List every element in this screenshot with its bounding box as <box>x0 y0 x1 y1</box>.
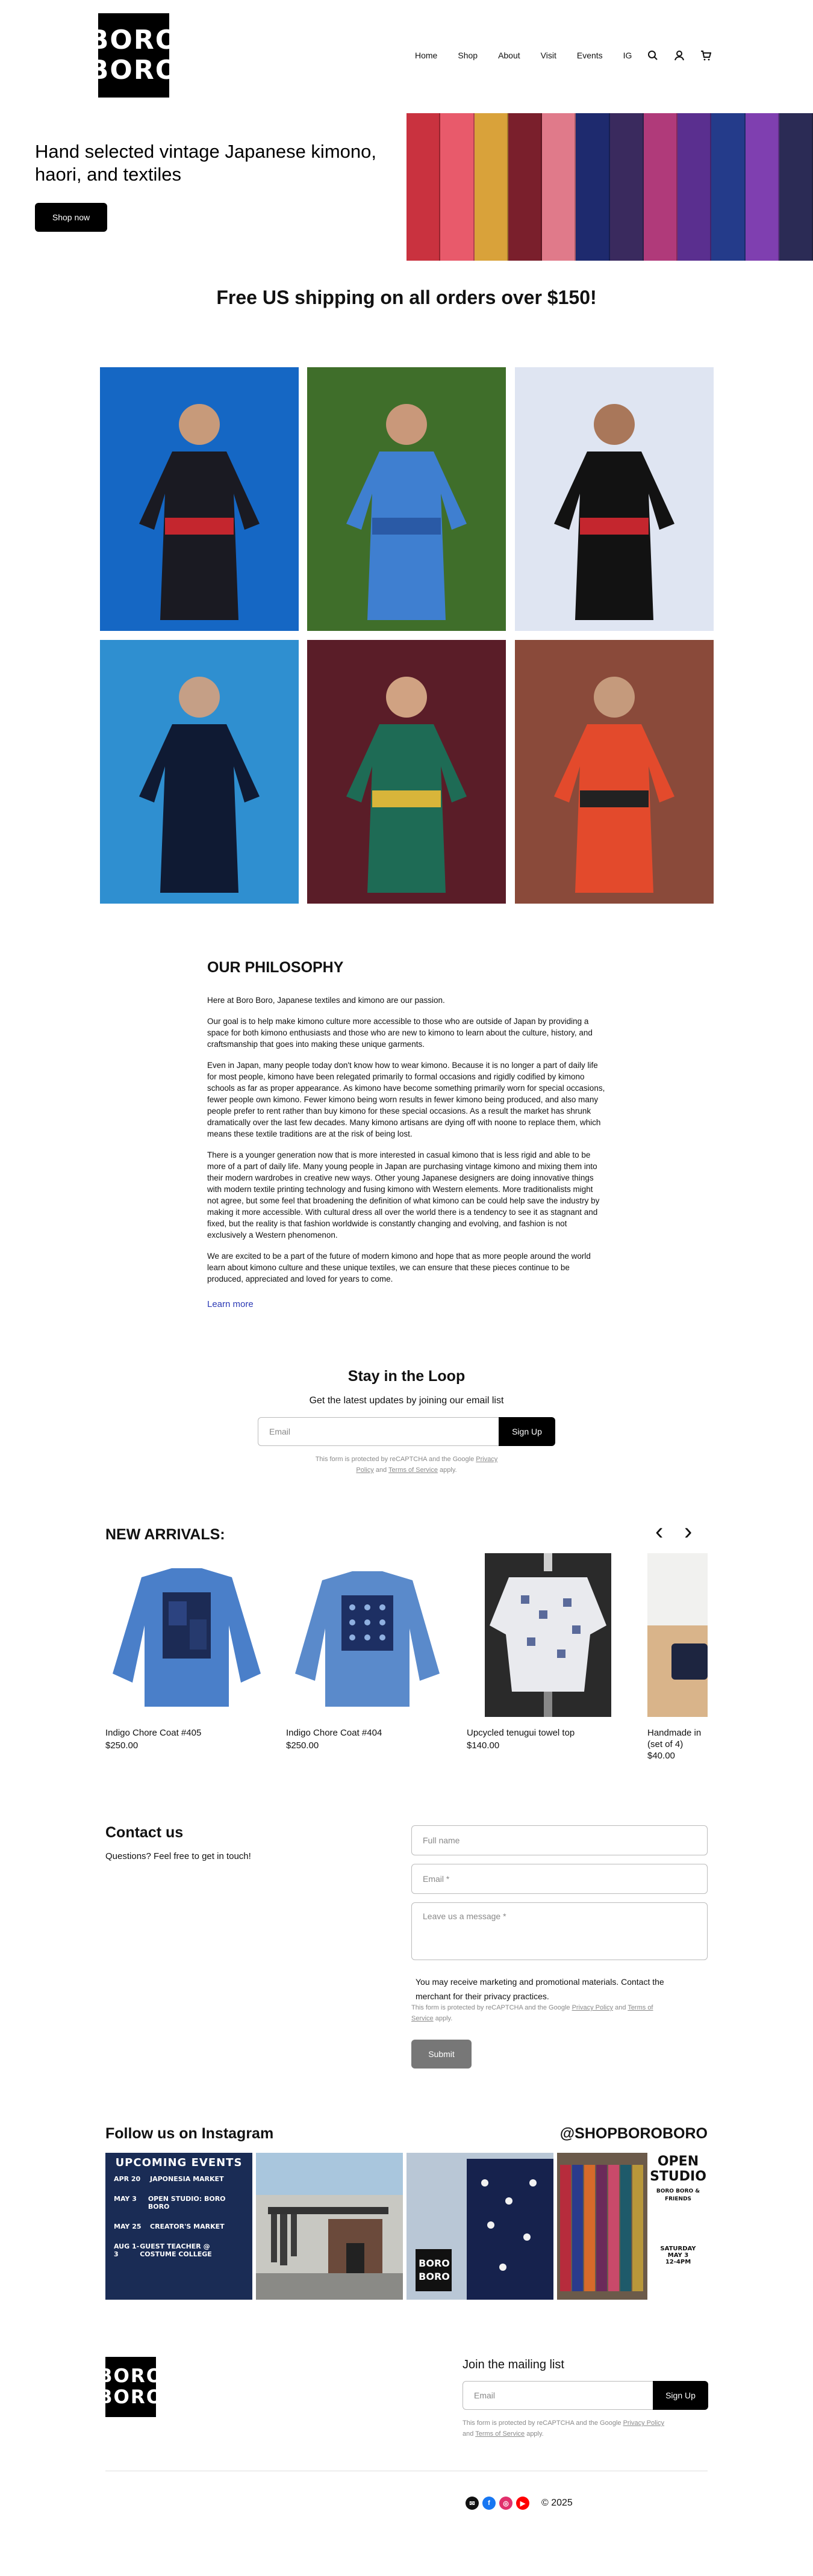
instagram-handle[interactable]: @SHOPBOROBORO <box>559 2125 708 2142</box>
fabric-stripe <box>440 113 474 261</box>
philosophy-paragraph: Here at Boro Boro, Japanese textiles and kimono are our passion. <box>207 996 445 1005</box>
product-image <box>105 1553 268 1717</box>
fabric-stripe <box>678 113 711 261</box>
event-text: OPEN STUDIO: BORO BORO <box>148 2195 226 2211</box>
youtube-icon[interactable]: ▶ <box>516 2497 529 2510</box>
logo-bottom: BORO <box>88 55 179 85</box>
event-text: JAPONESIA MARKET <box>150 2175 224 2183</box>
learn-more-link[interactable]: Learn more <box>207 1299 254 1309</box>
social-links <box>466 2497 573 2510</box>
fabric-stripe <box>644 113 678 261</box>
gallery-photo <box>100 367 299 631</box>
gallery-photo <box>307 367 506 631</box>
product-price: $250.00 <box>105 1740 139 1751</box>
product-price: $140.00 <box>467 1740 500 1751</box>
logo[interactable] <box>88 13 179 98</box>
fabric-stripe <box>711 113 745 261</box>
event-date: MAY 25 <box>114 2223 142 2230</box>
carousel-prev-button[interactable]: ‹ <box>655 1518 664 1545</box>
main-nav <box>394 49 711 61</box>
terms-link[interactable]: Terms of <box>628 2004 653 2011</box>
shop-now-button[interactable]: Shop now <box>35 203 107 232</box>
product-card[interactable] <box>286 1553 449 1751</box>
fabric-stripe <box>542 113 576 261</box>
philosophy-paragraph: We are excited to be a part of the future of modern kimono and hope that as more people around the world learn about kimono culture and these unique textiles, we can ensure that these pieces continue to be produced, appreciated and loved for years to come. <box>207 1252 591 1283</box>
event-text: GUEST TEACHER @ COSTUME COLLEGE <box>140 2242 212 2258</box>
new-arrivals-heading: NEW ARRIVALS: <box>105 1526 225 1543</box>
search-icon[interactable] <box>647 50 658 61</box>
fabric-stripe <box>508 113 542 261</box>
product-card[interactable] <box>105 1553 268 1751</box>
event-date: APR 20 <box>114 2175 141 2183</box>
newsletter-subtitle: Get the latest updates by joining our email list <box>309 1395 504 1406</box>
mailing-heading: Join the mailing list <box>463 2358 564 2371</box>
consent-text: You may receive marketing and promotional materials. Contact the merchant for their privacy practices. <box>416 1977 664 2001</box>
events-title: UPCOMING EVENTS <box>115 2156 243 2169</box>
hero-title: Hand selected vintage Japanese kimono, haori, and textiles <box>35 141 376 185</box>
submit-button[interactable]: Submit <box>411 2040 472 2069</box>
email-icon[interactable]: ✉ <box>466 2497 479 2510</box>
philosophy-paragraph: Our goal is to help make kimono culture more accessible to those who are outside of Japan by providing a space for both kimono enthusiasts and those who are new to kimono to learn about the culture, history, and craftsmanship that goes into making these unique garments. <box>207 1017 593 1049</box>
product-price: $40.00 <box>647 1751 675 1761</box>
facebook-icon[interactable]: f <box>482 2497 496 2510</box>
instagram-post[interactable] <box>557 2153 708 2300</box>
contact-legal: This form is protected by reCAPTCHA and the Google Privacy Policy and Terms of Service apply. <box>411 2004 653 2022</box>
product-name: Handmade in <box>647 1728 702 1738</box>
fabric-stripe <box>779 113 813 261</box>
philosophy-body <box>207 995 606 1294</box>
nav-visit[interactable]: Visit <box>540 51 556 60</box>
product-image <box>647 1553 708 1717</box>
philosophy-paragraph: There is a younger generation now that is more interested in casual kimono that is less rigid and able to be more of a part of daily life. Many young people in Japan are purchasing vintage kimono and mixing them into their modern wardrobes in creative new ways. Other young Japanese designers are doing innovative things with modern textile printing technology and fusing kimono with Western elements. More traditionalists might not agree, but some feel that broadening the definition of what kimono can be could help save the industry by making it more accessible. With cultural dress all over the world there is a tendency to see it as stagnant and fixed, but the reality is that fashion worldwide is constantly changing and evolving, and fashion is not exclusively a Western phenomenon. <box>207 1150 600 1240</box>
newsletter-heading: Stay in the Loop <box>347 1368 466 1385</box>
gallery-photo <box>515 640 714 904</box>
open-studio-card: OPEN STUDIO BORO BORO & FRIENDS SATURDAY MAY 3 12-4PM <box>650 2154 706 2265</box>
instagram-post[interactable] <box>105 2153 252 2300</box>
hero-image <box>406 113 813 261</box>
fabric-stripe <box>610 113 644 261</box>
contact-heading: Contact us <box>105 1824 184 1841</box>
gallery-photo <box>307 640 506 904</box>
product-image <box>467 1553 629 1717</box>
product-name: Indigo Chore Coat #405 <box>105 1728 202 1738</box>
nav-home[interactable]: Home <box>415 51 438 60</box>
nav-events[interactable]: Events <box>576 51 603 60</box>
product-name: Upcycled tenugui towel top <box>467 1728 575 1738</box>
footer-signup-button[interactable]: Sign Up <box>653 2381 708 2410</box>
instagram-icon[interactable]: ◎ <box>499 2497 512 2510</box>
account-icon[interactable] <box>674 50 685 61</box>
carousel-next-button[interactable]: › <box>684 1518 693 1545</box>
copyright: © 2025 <box>541 2498 573 2508</box>
footer-logo[interactable]: BORO BORO <box>105 2357 156 2417</box>
message-textarea[interactable]: Leave us a message * <box>411 1902 708 1960</box>
product-card[interactable] <box>467 1553 629 1751</box>
shipping-banner: Free US shipping on all orders over $150! <box>216 287 597 308</box>
instagram-post[interactable] <box>256 2153 403 2300</box>
email-input[interactable]: Email * <box>411 1864 708 1894</box>
philosophy-paragraph: Even in Japan, many people today don't know how to wear kimono. Because it is no longer a part of daily life for most people, kimono have been relegated primarily to formal occasions and rigidly codified by kimono schools as far as proper appearance. As kimono have become something primarily worn for special occasions, fewer people own kimono. Fewer kimono being worn results in fewer kimono being produced, and also many people prefer to rent rather than buy kimono for these special occasions. As a result the market has shrunk dramatically over the last few decades. Many kimono artisans are dying off with noone to replace them, which means these textile traditions are at the risk of being lost. <box>207 1061 605 1138</box>
footer-legal: This form is protected by reCAPTCHA and the Google Privacy Policy and Terms of Service apply. <box>463 2419 665 2438</box>
product-image <box>286 1553 449 1717</box>
event-text: CREATOR'S MARKET <box>150 2223 225 2230</box>
gallery-photo <box>100 640 299 904</box>
newsletter-legal: This form is protected by reCAPTCHA and the Google Privacy Policy and Terms of Service apply. <box>315 1456 498 1474</box>
product-card[interactable] <box>647 1553 708 1761</box>
cart-icon[interactable] <box>700 50 711 61</box>
instagram-post[interactable] <box>406 2153 553 2300</box>
event-date: AUG 1-3 <box>114 2242 140 2258</box>
fabric-stripe <box>746 113 779 261</box>
contact-subtitle: Questions? Feel free to get in touch! <box>105 1851 251 1861</box>
events-list <box>105 2169 252 2264</box>
instagram-heading: Follow us on Instagram <box>105 2125 274 2142</box>
terms-link[interactable]: Terms of Service <box>388 1466 438 1474</box>
footer-email-input[interactable]: Email <box>463 2381 653 2410</box>
product-name: Indigo Chore Coat #404 <box>286 1728 382 1738</box>
fabric-stripe <box>406 113 440 261</box>
logo-top: BORO <box>88 25 179 55</box>
sign-logo: BORO BORO <box>419 2252 450 2289</box>
nav-ig[interactable]: IG <box>623 51 632 60</box>
nav-shop[interactable]: Shop <box>458 51 478 60</box>
privacy-policy-link[interactable]: Privacy Policy <box>623 2419 665 2427</box>
gallery-photo <box>515 367 714 631</box>
fabric-stripe <box>475 113 508 261</box>
fabric-stripe <box>576 113 609 261</box>
privacy-policy-link[interactable]: Privacy Policy <box>572 2004 614 2011</box>
newsletter-email-input[interactable]: Email <box>258 1417 499 1446</box>
terms-link-cont[interactable]: Service <box>411 2015 434 2022</box>
event-date: MAY 3 <box>114 2195 137 2203</box>
newsletter-signup-button[interactable]: Sign Up <box>499 1417 555 1446</box>
terms-link[interactable]: Terms of Service <box>475 2430 525 2438</box>
nav-about[interactable]: About <box>498 51 520 60</box>
product-price: $250.00 <box>286 1740 319 1751</box>
product-variant: (set of 4) <box>647 1739 684 1749</box>
privacy-policy-link[interactable]: Privacy Policy <box>356 1456 498 1474</box>
full-name-input[interactable]: Full name <box>411 1825 708 1855</box>
philosophy-heading: OUR PHILOSOPHY <box>207 959 344 976</box>
